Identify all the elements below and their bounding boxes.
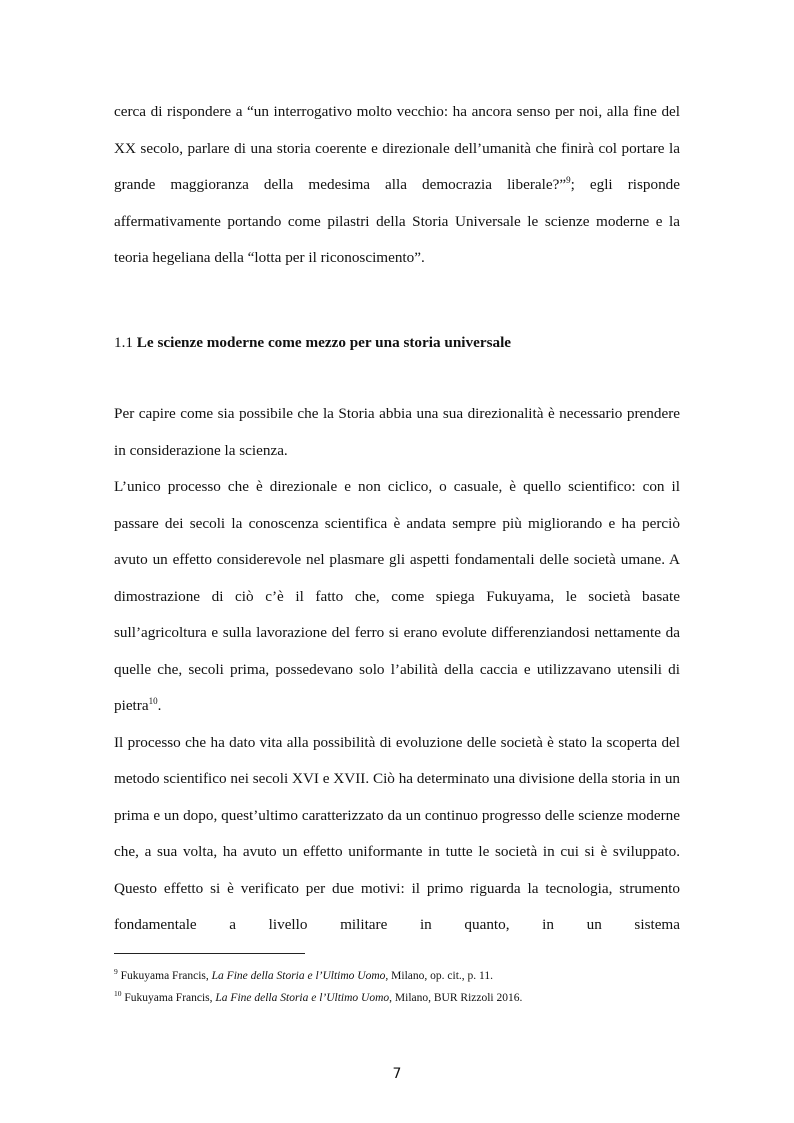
body-paragraph-2-text: L’unico processo che è direzionale e non ciclico, o casuale, è quello scientifico: con il passare dei secoli la conoscenza scientifica è andata sempre più migliorando e ha perciò avuto un effetto considerevole nel plasmare gli aspetti fondamentali delle società umane. A dimostrazione di ciò c’è il fatto che, come spiega Fukuyama, le società basate sull’agricoltura e sulla lavorazione del ferro si erano evolute differenziandosi nettamente da quelle che, secoli prima, possedevano solo l’abilità della caccia e utilizzavano utensili di pietra xyxy=(114,478,680,714)
footnote-number: 9 xyxy=(114,967,118,977)
body-paragraph-2 xyxy=(114,469,680,725)
footnote-details: , Milano, BUR Rizzoli 2016. xyxy=(389,992,523,1004)
footnote-10 xyxy=(114,987,680,1009)
footnote-9 xyxy=(114,965,680,987)
intro-text-a: cerca di rispondere a “un interrogativo molto vecchio: ha ancora senso per noi, alla fine del XX secolo, parlare di una storia coerente e direzionale dell’umanità che finirà col portare la grande maggioranza della medesima alla democrazia liberale?” xyxy=(114,103,680,193)
section-number: 1.1 xyxy=(114,334,133,351)
footnote-author: Fukuyama Francis, xyxy=(120,970,212,982)
footnote-author: Fukuyama Francis, xyxy=(124,992,216,1004)
footnote-title: La Fine della Storia e l’Ultimo Uomo xyxy=(211,970,386,982)
footnote-number: 10 xyxy=(114,989,122,999)
intro-text-b: ; egli risponde affermativamente portando come pilastri della Storia Universale le scienze moderne e la teoria hegeliana della “lotta per il riconoscimento”. xyxy=(114,176,680,266)
intro-paragraph xyxy=(114,94,680,277)
page-number: 7 xyxy=(392,1066,402,1082)
section-title: Le scienze moderne come mezzo per una storia universale xyxy=(136,334,512,351)
footnote-ref-10[interactable]: 10 xyxy=(148,695,158,706)
footnote-ref-9[interactable]: 9 xyxy=(566,174,571,185)
footnotes xyxy=(114,965,680,1009)
footnote-details: , Milano, op. cit., p. 11. xyxy=(385,970,493,982)
section-heading xyxy=(114,329,511,357)
footnote-separator xyxy=(114,953,305,954)
body-paragraph-3: Il processo che ha dato vita alla possibilità di evoluzione delle società è stato la scoperta del metodo scientifico nei secoli XVI e XVII. Ciò ha determinato una divisione della storia in un prima e un dopo, quest’ultimo caratterizzato da un continuo progresso delle scienze moderne che, a sua volta, ha avuto un effetto uniformante in tutte le società in cui si è sviluppato. Questo effetto si è verificato per due motivi: il primo riguarda la tecnologia, strumento fondamentale a livello militare in quanto, in un sistema xyxy=(114,733,681,933)
footnote-title: La Fine della Storia e l’Ultimo Uomo xyxy=(215,992,390,1004)
body-paragraph-2-end: . xyxy=(157,697,162,714)
body-paragraph-1: Per capire come sia possibile che la Storia abbia una sua direzionalità è necessario prendere in considerazione la scienza. xyxy=(114,405,680,459)
section-body xyxy=(114,396,680,944)
